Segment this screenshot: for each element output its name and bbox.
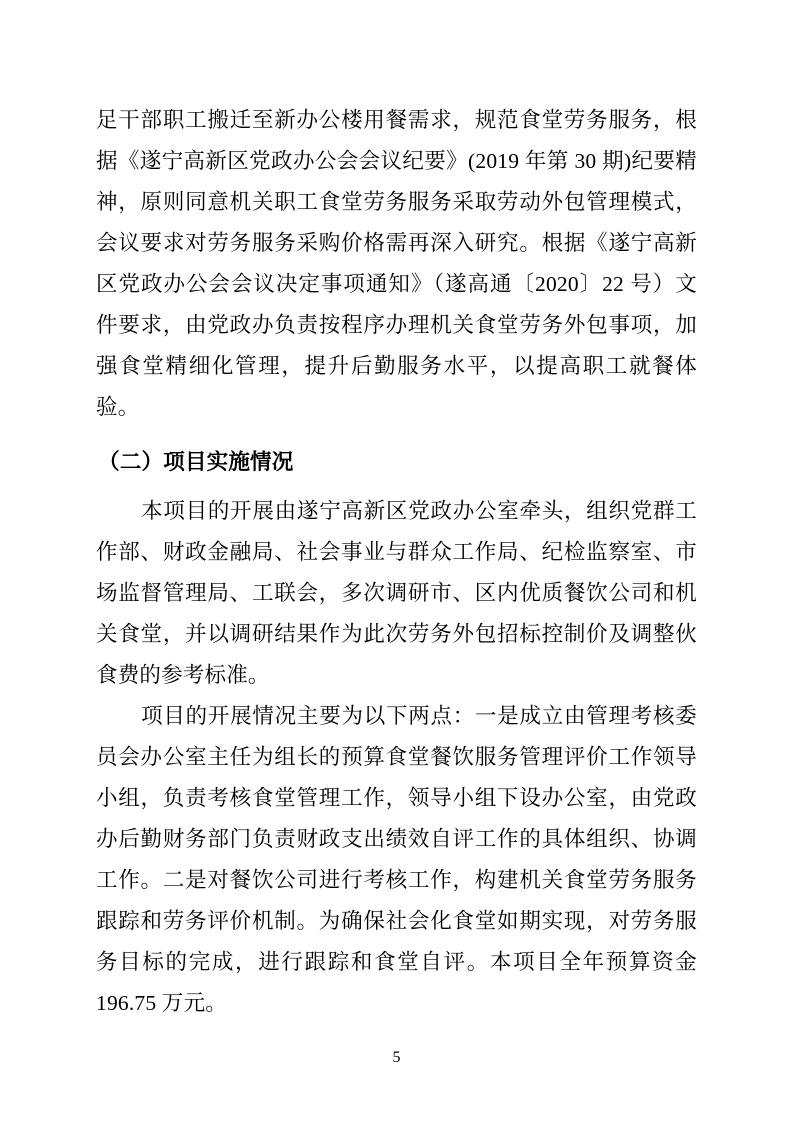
- paragraph-implementation-lead-unit: 本项目的开展由遂宁高新区党政办公室牵头，组织党群工作部、财政金融局、社会事业与群众工作局、纪检监察室、市场监督管理局、工联会，多次调研市、区内优质餐饮公司和机关食堂，并以调研结果作为此次劳务外包招标控制价及调整伙食费的参考标准。: [96, 499, 697, 687]
- paragraph-continuation-background: 足干部职工搬迁至新办公楼用餐需求，规范食堂劳务服务，根据《遂宁高新区党政办公会会议纪要》(2019 年第 30 期)纪要精神，原则同意机关职工食堂劳务服务采取劳动外包管理模式，会议要求对劳务服务采购价格需再深入研究。根据《遂宁高新区党政办公会会议决定事项通知》（遂高通〔2020〕22 号）文件要求，由党政办负责按程序办理机关食堂劳务外包事项，加强食堂精细化管理，提升后勤服务水平，以提高职工就餐体验。: [96, 108, 697, 419]
- page-number: 5: [392, 1049, 401, 1066]
- document-body: [96, 100, 697, 1024]
- spacer: [96, 428, 697, 434]
- spacer: [96, 483, 697, 491]
- section-heading-project-implementation: （二）项目实施情况: [98, 450, 294, 474]
- paragraph-implementation-two-points: 项目的开展情况主要为以下两点：一是成立由管理考核委员会办公室主任为组长的预算食堂餐饮服务管理评价工作领导小组，负责考核食堂管理工作，领导小组下设办公室，由党政办后勤财务部门负责财政支出绩效自评工作的具体组织、协调工作。二是对餐饮公司进行考核工作，构建机关食堂劳务服务跟踪和劳务评价机制。为确保社会化食堂如期实现，对劳务服务目标的完成，进行跟踪和食堂自评。本项目全年预算资金 196.75 万元。: [96, 704, 697, 1015]
